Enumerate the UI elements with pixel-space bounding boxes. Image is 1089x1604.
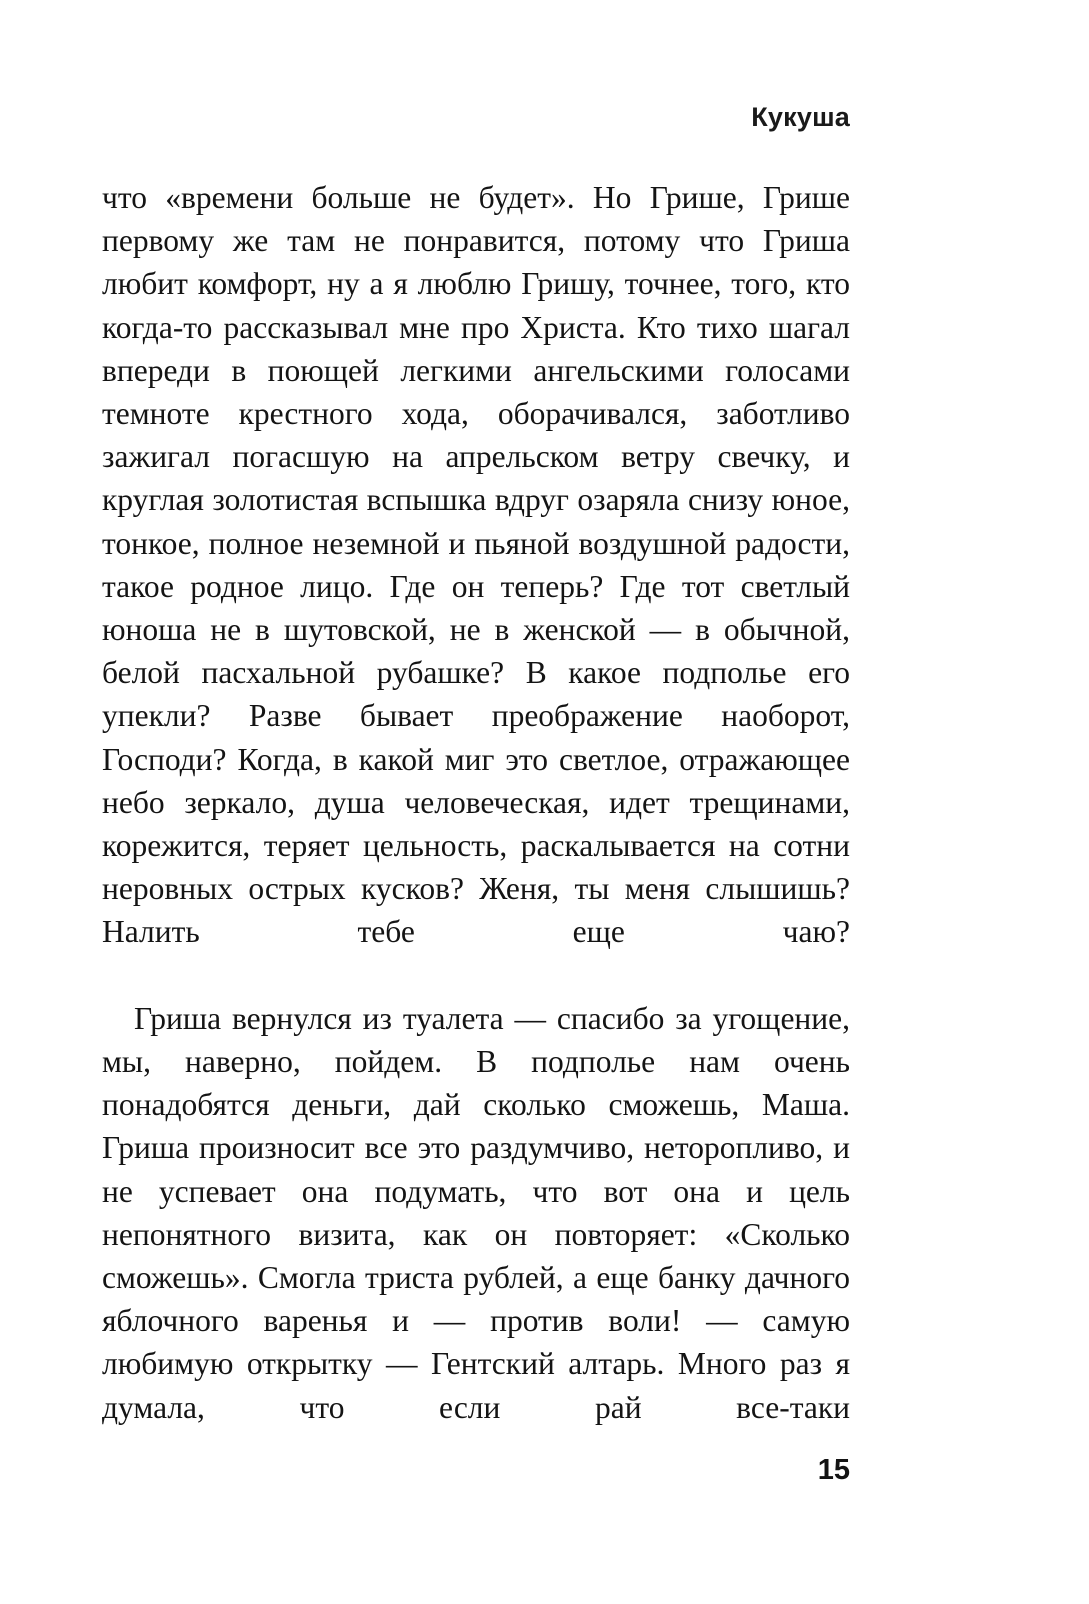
running-head: Кукуша: [751, 102, 850, 132]
body-text-block: [102, 176, 850, 1472]
page-number: 15: [817, 1454, 850, 1486]
body-paragraph: что «времени больше не будет». Но Грише, Грише первому же там не понравится, потому что Гриша любит комфорт, ну а я люблю Гришу, точнее, того, кто когда-то рассказывал мне про Христа. Кто тихо шагал впереди в поющей легкими ангельскими голосами темноте крестного хода, оборачивался, заботливо зажигал погасшую на апрельском ветру свечку, и круглая золотистая вспышка вдруг озаряла снизу юное, тонкое, полное неземной и пьяной воздушной радости, такое родное лицо. Где он теперь? Где тот светлый юноша не в шутовской, не в женской — в обычной, белой пасхальной рубашке? В какое подполье его упекли? Разве бывает преображение наоборот, Господи? Когда, в какой миг это светлое, отражающее небо зеркало, душа человеческая, идет трещинами, корежится, теряет цельность, раскалывается на сотни неровных острых кусков? Женя, ты меня слышишь? Налить тебе еще чаю?: [102, 180, 850, 950]
body-paragraph: Гриша вернулся из туалета — спасибо за угощение, мы, наверно, пойдем. В подполье нам очень понадобятся деньги, дай сколько сможешь, Маша. Гриша произносит все это раздумчиво, неторопливо, и не успевает она подумать, что вот она и цель непонятного визита, как он повторяет: «Сколько сможешь». Смогла триста рублей, а еще банку дачного яблочного варенья и — против воли! — самую любимую открытку — Гентский алтарь. Много раз я думала, что если рай все-таки: [102, 1000, 850, 1425]
